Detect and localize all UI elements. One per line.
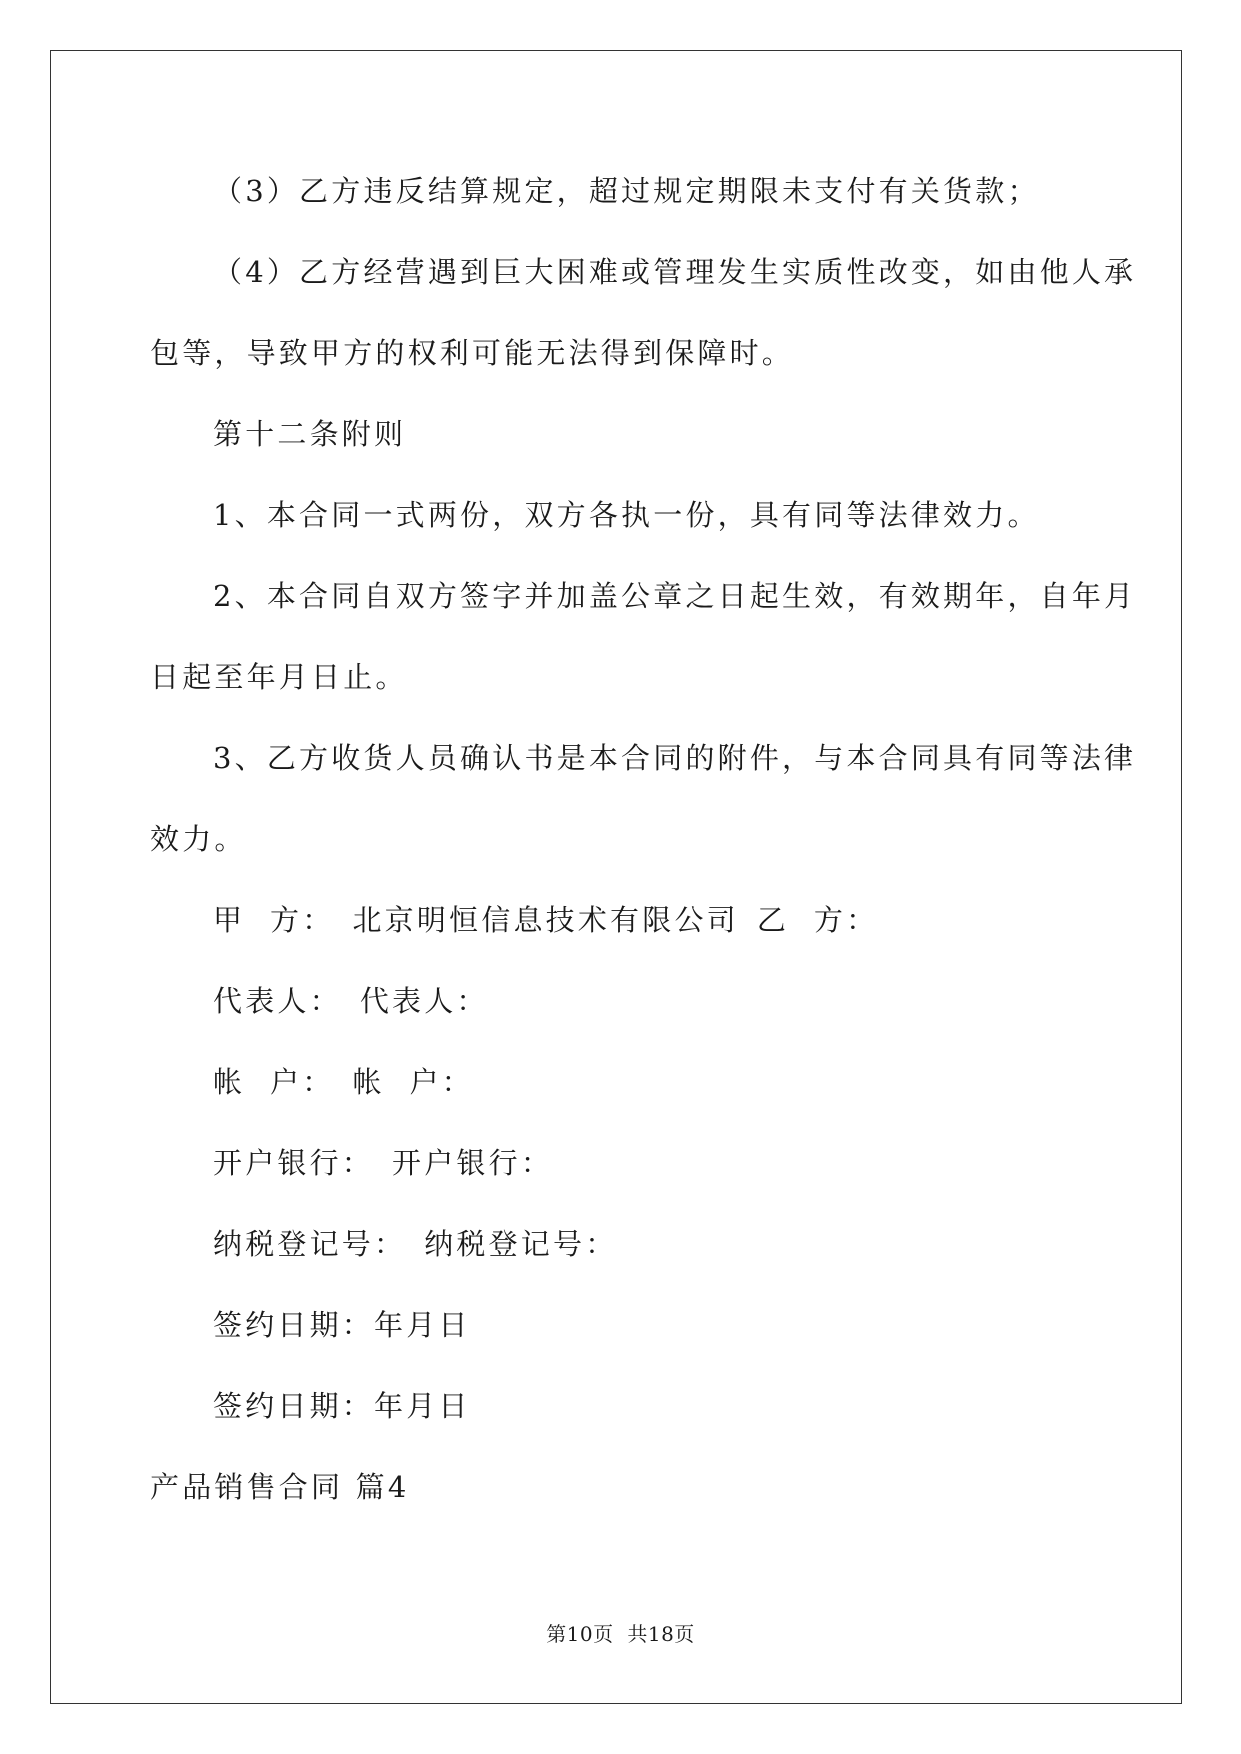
appendix-item-2-line-1: 2、本合同自双方签字并加盖公章之日起生效，有效期年，自年月 <box>213 579 1137 613</box>
party-line <box>213 900 878 940</box>
party-a-label: 甲 方： <box>213 903 335 937</box>
party-a-name: 北京明恒信息技术有限公司 <box>352 903 739 937</box>
account-b-label: 帐 户： <box>352 1065 474 1099</box>
party-b-label: 乙 方： <box>756 903 879 937</box>
tax-id-line <box>213 1224 617 1264</box>
appendix-item-3-line-2: 效力。 <box>150 822 247 856</box>
tax-b-label: 纳税登记号： <box>424 1227 618 1261</box>
page-border <box>50 50 1182 1704</box>
clause-4-line-1: （4）乙方经营遇到巨大困难或管理发生实质性改变，如由他人承 <box>213 255 1137 289</box>
account-a-label: 帐 户： <box>213 1065 335 1099</box>
rep-b-label: 代表人： <box>359 984 489 1018</box>
sign-date-a: 签约日期：年月日 <box>213 1308 471 1342</box>
section-title-next: 产品销售合同 篇4 <box>150 1470 410 1504</box>
clause-4-line-2: 包等，导致甲方的权利可能无法得到保障时。 <box>150 336 795 370</box>
appendix-item-1: 1、本合同一式两份，双方各执一份，具有同等法律效力。 <box>213 498 1040 532</box>
appendix-item-3-line-1: 3、乙方收货人员确认书是本合同的附件，与本合同具有同等法律 <box>213 741 1137 775</box>
rep-a-label: 代表人： <box>213 984 342 1018</box>
sign-date-b: 签约日期：年月日 <box>213 1389 471 1423</box>
clause-3: （3）乙方违反结算规定，超过规定期限未支付有关货款； <box>213 174 1040 208</box>
bank-a-label: 开户银行： <box>213 1146 375 1180</box>
representative-line <box>213 981 489 1021</box>
tax-a-label: 纳税登记号： <box>213 1227 407 1261</box>
appendix-item-2-line-2: 日起至年月日止。 <box>150 660 408 694</box>
page-number-footer: 第10页 共18页 <box>546 1622 695 1646</box>
account-line <box>213 1062 474 1102</box>
bank-line <box>213 1143 553 1183</box>
bank-b-label: 开户银行： <box>392 1146 554 1180</box>
article-12-heading: 第十二条附则 <box>213 417 407 451</box>
